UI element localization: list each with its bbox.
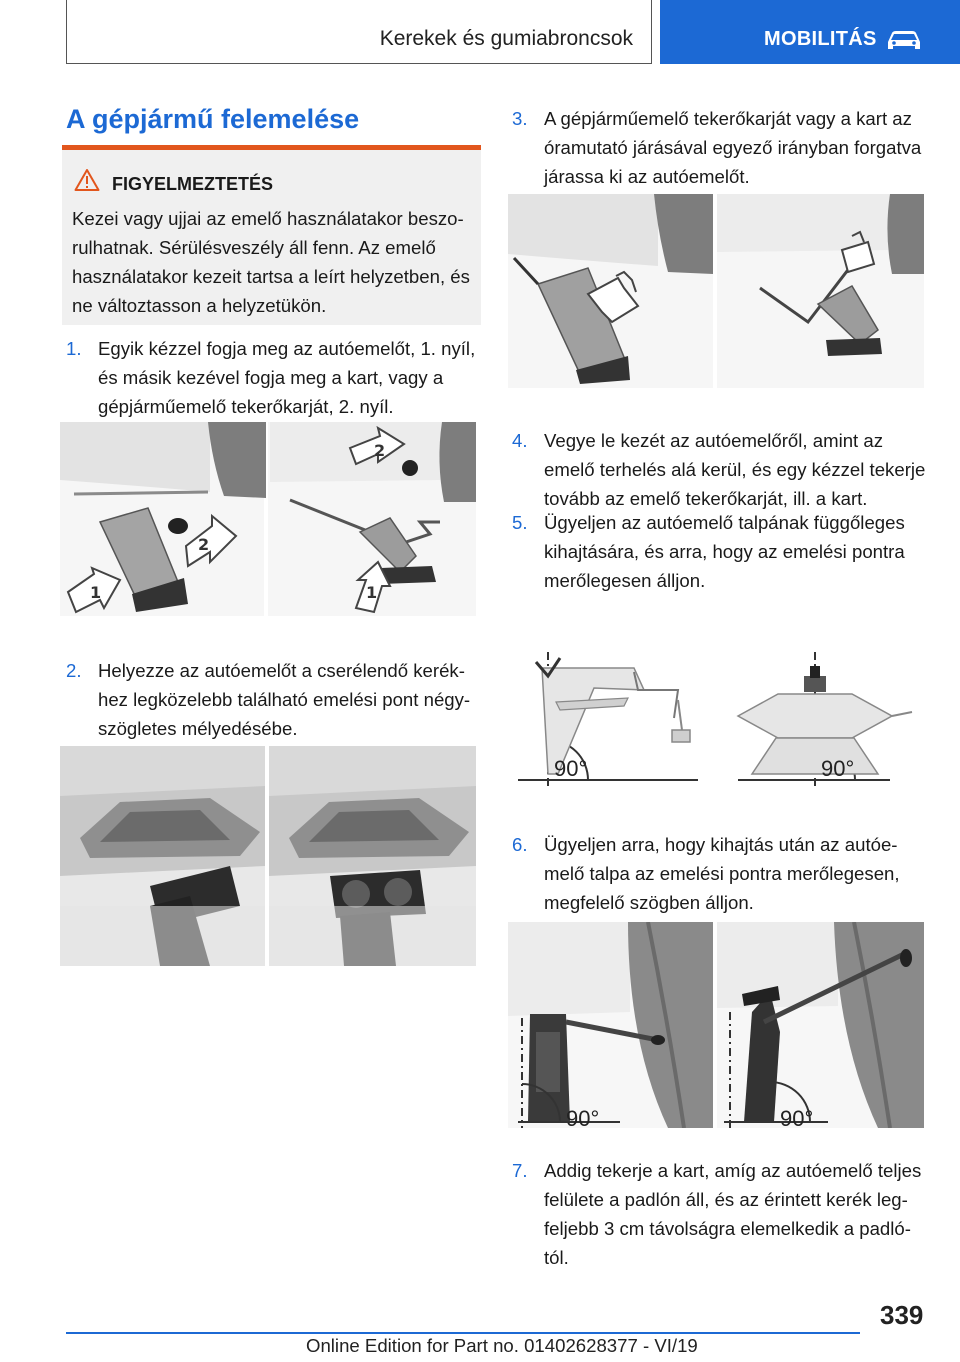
header-section-box	[66, 0, 652, 64]
step-text	[544, 830, 900, 917]
warning-line: Kezei vagy ujjai az emelő használatakor beszo-	[72, 208, 464, 229]
section-title: Kerekek és gumiabroncsok	[379, 27, 633, 50]
step-line: tovább az emelő tekerőkarját, ill. a kart.	[544, 488, 868, 509]
step-line: emelő terhelés alá kerül, és egy kézzel tekerje	[544, 459, 926, 480]
angle-label-b: 90°	[821, 756, 855, 781]
step-line: merőlegesen álljon.	[544, 570, 706, 591]
warning-box	[62, 150, 481, 325]
page-number: 339	[880, 1300, 924, 1330]
step-text	[544, 1156, 921, 1272]
step-number: 1.	[66, 338, 82, 359]
page-title: A gépjármű felemelése	[66, 104, 360, 134]
step-line: tól.	[544, 1247, 569, 1268]
step-line: Helyezze az autóemelőt a cserélendő kerék-	[98, 660, 465, 681]
figure-jack-grip	[60, 422, 476, 616]
step-line: hez legközelebb található emelési pont négy-	[98, 689, 471, 710]
step-number: 2.	[66, 660, 82, 681]
step-line: Vegye le kezét az autóemelőről, amint az	[544, 430, 884, 451]
step-line: Egyik kézzel fogja meg az autóemelőt, 1. nyíl,	[98, 338, 476, 359]
step-line: szögletes mélyedésébe.	[98, 718, 298, 739]
jack-perpendicular-illustration	[508, 922, 924, 1128]
figure-jack-point	[60, 746, 476, 966]
footer-edition: Online Edition for Part no. 01402628377 - VI/19	[306, 1335, 698, 1356]
warning-heading: FIGYELMEZTETÉS	[112, 174, 274, 194]
step-text	[98, 334, 475, 421]
angle-label-b: 90°	[780, 1106, 814, 1128]
mobility-tab[interactable]	[660, 0, 960, 64]
step-line: és másik kezével fogja meg a kart, vagy a	[98, 367, 444, 388]
step-line: A gépjárműemelő tekerőkarját vagy a kart az	[544, 108, 912, 129]
jack-point-illustration	[60, 746, 476, 966]
step-line: felülete a padlón áll, és az érintett kerék leg-	[544, 1189, 908, 1210]
tab-label: MOBILITÁS	[764, 28, 877, 50]
step-text	[544, 426, 925, 513]
step-line: óramutató járásával egyező irányban forgatva	[544, 137, 922, 158]
warning-line: rulhatnak. Sérülésveszély áll fenn. Az emelő	[72, 237, 436, 258]
step-text	[544, 508, 905, 595]
step-number: 3.	[512, 108, 528, 129]
step-number: 7.	[512, 1160, 528, 1181]
step-text	[544, 104, 921, 191]
car-icon	[884, 28, 924, 52]
figure-jack-crank	[508, 194, 924, 388]
jack-crank-illustration	[508, 194, 924, 388]
step-line: feljebb 3 cm távolságra elemelkedik a padló-	[544, 1218, 911, 1239]
step-number: 6.	[512, 834, 528, 855]
step-line: melő talpa az emelési pontra merőlegesen,	[544, 863, 900, 884]
step-line: kihajtására, és arra, hogy az emelési pontra	[544, 541, 905, 562]
step-line: Addig tekerje a kart, amíg az autóemelő teljes	[544, 1160, 922, 1181]
step-line: Ügyeljen az autóemelő talpának függőleges	[544, 512, 905, 533]
warning-triangle-icon	[74, 168, 100, 192]
figure-jack-perpendicular	[508, 922, 924, 1128]
warning-line: ne változtasson a helyzetükön.	[72, 295, 327, 316]
angle-label: 90°	[554, 756, 588, 781]
step-line: járassa ki az autóemelőt.	[544, 166, 750, 187]
step-number: 4.	[512, 430, 528, 451]
warning-line: használatakor kezeit tartsa a leírt helyzetben, és	[72, 266, 470, 287]
arrow-label-1: 1	[90, 583, 102, 602]
step-line: megfelelő szögben álljon.	[544, 892, 754, 913]
arrow-label-1b: 1	[366, 583, 378, 602]
step-line: Ügyeljen arra, hogy kihajtás után az autóe-	[544, 834, 898, 855]
jack-angle-illustration	[508, 640, 924, 790]
angle-label: 90°	[566, 1106, 600, 1128]
footer-divider	[66, 1332, 860, 1334]
arrow-label-2b: 2	[374, 441, 386, 460]
step-number: 5.	[512, 512, 528, 533]
figure-jack-angle	[508, 640, 924, 790]
step-line: gépjárműemelő tekerőkarját, 2. nyíl.	[98, 396, 394, 417]
step-text	[98, 656, 470, 743]
arrow-label-2: 2	[198, 535, 210, 554]
warning-text	[72, 204, 474, 320]
jack-grip-illustration	[60, 422, 476, 616]
